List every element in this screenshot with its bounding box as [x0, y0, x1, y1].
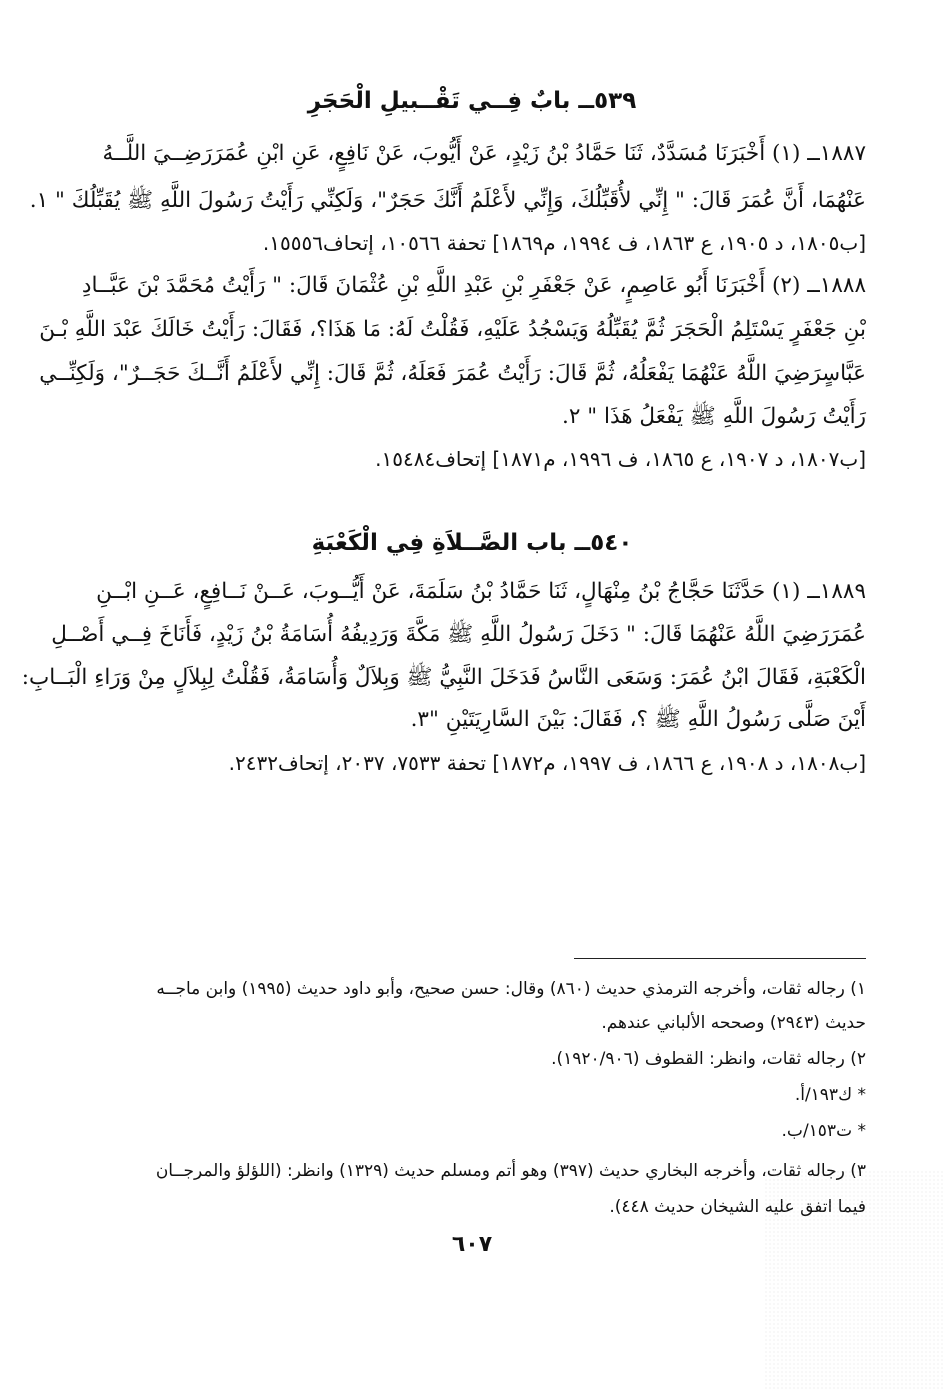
hadith-reference: [ب١٨٠٥، د ١٩٠٥، ع ١٨٦٣، ف ١٩٩٤، م١٨٦٩] تحفة ١٠٥٦٦، إتحاف١٥٥٥٦.: [262, 231, 866, 255]
hadith-text-line: عَنْهُمَا، أَنَّ عُمَرَ قَالَ: " إِنِّي لأُقَبِّلُكَ، وَإِنِّي لأَعْلَمُ أَنَّكَ حَجَرٌ"، وَلَكِنِّي رَأَيْتُ رَسُولَ اللَّهِ ﷺ يُقَبِّلُكَ " ١.: [29, 188, 866, 213]
hadith-text-line: الْكَعْبَةِ، فَقَالَ ابْنُ عُمَرَ: وَسَعَى النَّاسُ فَدَخَلَ النَّبِيُّ ﷺ وَبِلاَلٌ وَأُسَامَةُ، فَقُلْتُ لِبِلاَلٍ مِنْ وَرَاءِ الْبَــابِ:: [21, 665, 866, 690]
hadith-text-line: ١٨٨٩ــ (١) حَدَّثَنَا حَجَّاجُ بْنُ مِنْهَالٍ، ثَنَا حَمَّادُ بْنُ سَلَمَةَ، عَنْ أَيُّــوبَ، عَــنْ نَــافِعٍ، عَــنِ ابْــنِ: [96, 579, 866, 604]
hadith-text-line: بْنِ جَعْفَرٍ يَسْتَلِمُ الْحَجَرَ ثُمَّ يُقَبِّلُهُ وَيَسْجُدُ عَلَيْهِ، فَقُلْتُ لَهُ: مَا هَذَا؟، فَقَالَ: رَأَيْتُ خَالَكَ عَبْدَ اللَّهِ بْـنَ: [39, 317, 866, 342]
hadith-text-line: أَيْنَ صَلَّى رَسُولُ اللَّهِ ﷺ ؟، فَقَالَ: بَيْنَ السَّارِيَتَيْنِ "٣.: [410, 707, 866, 732]
footnote-line: ٢) رجاله ثقات، وانظر: القطوف (١٩٢٠/٩٠٦).: [551, 1049, 866, 1069]
page-number: ٦٠٧: [451, 1232, 493, 1257]
footnote-line: * ت١٥٣/ب.: [781, 1121, 866, 1141]
hadith-text-line: عُمَرَرَضِيَ اللَّهُ عَنْهُمَا قَالَ: " دَخَلَ رَسُولُ اللَّهِ ﷺ مَكَّةَ وَرَدِيفُهُ أُسَامَةُ بْنُ زَيْدٍ، فَأَنَاخَ فِــي أَصْــلِ: [51, 622, 866, 647]
scan-noise: [764, 1170, 944, 1390]
footnote-line: فيما اتفق عليه الشيخان حديث ٤٤٨).: [609, 1197, 866, 1217]
hadith-reference: [ب١٨٠٨، د ١٩٠٨، ع ١٨٦٦، ف ١٩٩٧، م١٨٧٢] تحفة ٧٥٣٣، ٢٠٣٧، إتحاف٢٤٣٢.: [228, 751, 866, 775]
hadith-text-line: ١٨٨٨ــ (٢) أَخْبَرَنَا أَبُو عَاصِمٍ، عَنْ جَعْفَرِ بْنِ عَبْدِ اللَّهِ بْنِ عُثْمَانَ قَالَ: " رَأَيْتُ مُحَمَّدَ بْنَ عَبَّــادِ: [81, 273, 866, 298]
footnote-line: حديث (٢٩٤٣) وصححه الألباني عندهم.: [601, 1013, 866, 1033]
footnote-divider: [574, 958, 866, 959]
footnote-line: ١) رجاله ثقات، وأخرجه الترمذي حديث (٨٦٠) وقال: حسن صحيح، وأبو داود حديث (١٩٩٥) وابن ماجــه: [156, 979, 866, 999]
hadith-text-line: رَأَيْتُ رَسُولَ اللَّهِ ﷺ يَفْعَلُ هَذَا " ٢.: [562, 404, 866, 429]
hadith-text-line: ١٨٨٧ــ (١) أَخْبَرَنَا مُسَدَّدٌ، ثَنَا حَمَّادُ بْنُ زَيْدٍ، عَنْ أَيُّوبَ، عَنْ نَافِعٍ، عَنِ ابْنِ عُمَرَرَضِــيَ اللَّــهُ: [102, 141, 866, 166]
chapter-title: ٥٤٠ــ باب الصَّــلاَةِ فِي الْكَعْبَةِ: [311, 530, 633, 556]
footnote-line: * ك١٩٣/أ.: [794, 1085, 866, 1105]
chapter-title: ٥٣٩ــ بابٌ فِــي تَقْــبيلِ الْحَجَرِ: [307, 88, 637, 114]
hadith-text-line: عَبَّاسٍرَضِيَ اللَّهُ عَنْهُمَا يَفْعَلُهُ، ثُمَّ قَالَ: رَأَيْتُ عُمَرَ فَعَلَهُ، ثُمَّ قَالَ: إِنِّي لأَعْلَمُ أَنَّــكَ حَجَــرٌ"، وَلَكِنِّــي: [39, 361, 866, 386]
hadith-reference: [ب١٨٠٧، د ١٩٠٧، ع ١٨٦٥، ف ١٩٩٦، م١٨٧١] إتحاف١٥٤٨٤.: [375, 447, 866, 471]
footnote-line: ٣) رجاله ثقات، وأخرجه البخاري حديث (٣٩٧) وهو أتم ومسلم حديث (١٣٢٩) وانظر: (اللؤلؤ والمرجــان: [155, 1161, 866, 1181]
